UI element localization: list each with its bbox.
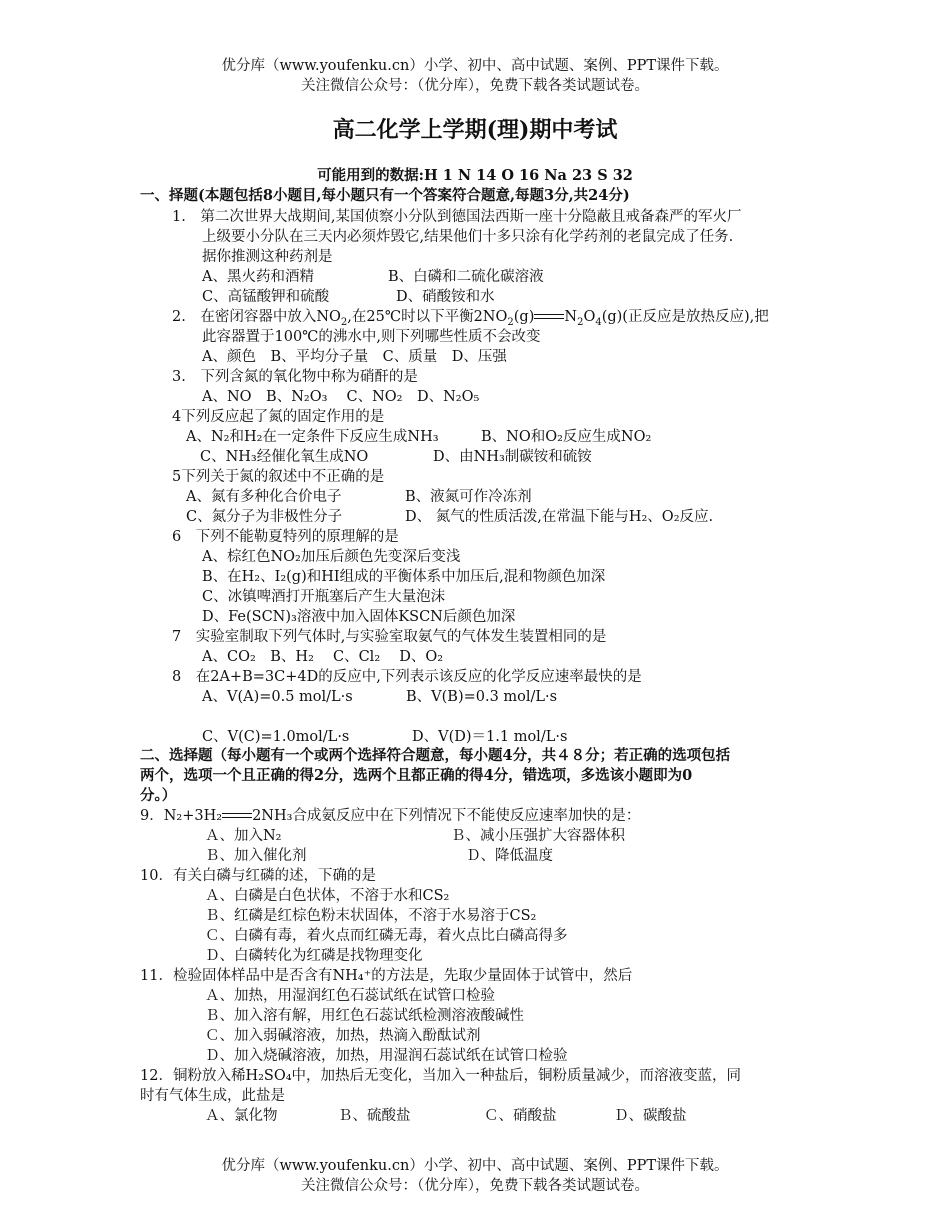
- page-header-line-1: 优分库（www.youfenku.cn）小学、初中、高中试题、案例、PPT课件下载。: [221, 58, 729, 74]
- q1-line-2: 上级要小分队在三天内必须炸毁它,结果他们十多只涂有化学药剂的老鼠完成了任务.: [202, 229, 734, 245]
- q6-option-b: B、在H₂、I₂(g)和HI组成的平衡体系中加压后,混和物颜色加深: [202, 569, 606, 585]
- q3-options: A、NO B、N₂O₃ C、NO₂ D、N₂O₅: [202, 389, 480, 405]
- q11-option-b: Ｂ、加入溶有解，用红色石蕊试纸检测溶液酸碱性: [205, 1008, 524, 1024]
- q1-option-a: A、黑火药和酒精: [202, 269, 314, 285]
- section-2-heading-3: 分。）: [140, 787, 177, 804]
- q7-stem: 7 实验室制取下列气体时,与实验室取氨气的气体发生装置相同的是: [172, 629, 607, 645]
- page-footer-line-2: 关注微信公众号：（优分库），免费下载各类试题试卷。: [301, 1178, 649, 1194]
- q1-option-b: B、白磷和二硫化碳溶液: [388, 269, 544, 285]
- q7-options: A、CO₂ B、H₂ C、Cl₂ D、O₂: [202, 649, 444, 665]
- page-title: 高二化学上学期(理)期中考试: [332, 117, 618, 143]
- q11-option-a: Ａ、加热，用湿润红色石蕊试纸在试管口检验: [205, 988, 495, 1004]
- q9-option-d: Ｄ、降低温度: [466, 848, 553, 864]
- q5-option-a: A、氮有多种化合价电子: [186, 489, 342, 505]
- q10-option-d: Ｄ、白磷转化为红磷是找物理变化: [205, 948, 423, 964]
- q6-option-d: D、Fe(SCN)₃溶液中加入固体KSCN后颜色加深: [202, 609, 516, 625]
- q2-options: A、颜色 B、平均分子量 C、质量 D、压强: [202, 349, 507, 365]
- q11-option-d: Ｄ、加入烧碱溶液，加热，用湿润石蕊试纸在试管口检验: [205, 1048, 568, 1064]
- q4-option-c: C、NH₃经催化氧生成NO: [200, 449, 369, 465]
- q12-line-2: 时有气体生成，此盐是: [140, 1088, 285, 1104]
- q6-stem: 6 下列不能勒夏特列的原理解的是: [172, 529, 399, 545]
- q5-option-b: B、液氮可作冷冻剂: [405, 489, 532, 505]
- atomic-masses: 可能用到的数据:H 1 N 14 O 16 Na 23 S 32: [317, 167, 633, 184]
- section-1-heading: 一、择题(本题包括8小题目,每小题只有一个答案符合题意,每题3分,共24分): [140, 187, 630, 204]
- q12-option-c: Ｃ、硝酸盐: [484, 1108, 557, 1124]
- q12-option-d: Ｄ、碳酸盐: [614, 1108, 687, 1124]
- q4-option-a: A、N₂和H₂在一定条件下反应生成NH₃: [186, 429, 439, 445]
- q2-line-1: 2. 在密闭容器中放入$NO_2$,在25℃时以下平衡$2NO_2(g)$ $N_2O_4(g)$(正反应是放热反应),把: [172, 309, 769, 328]
- q4-option-d: D、由NH₃制碳铵和硫铵: [433, 449, 592, 465]
- q11-stem: 11．检验固体样品中是否含有NH₄⁺的方法是，先取少量固体于试管中，然后: [140, 968, 633, 984]
- q5-stem: 5下列关于氮的叙述中不正确的是: [172, 469, 385, 485]
- section-2-heading-1: 二、选择题（每小题有一个或两个选择符合题意，每小题4分，共４８分；若正确的选项包括: [140, 747, 731, 764]
- q10-stem: 10．有关白磷与红磷的述，下确的是: [140, 868, 376, 884]
- page-header-line-2: 关注微信公众号：（优分库），免费下载各类试题试卷。: [301, 78, 649, 94]
- section-2-heading-2: 两个，选项一个且正确的得2分，选两个且都正确的得4分，错选项，多选该小题即为0: [140, 767, 693, 784]
- q10-option-b: Ｂ、红磷是红棕色粉末状固体，不溶于水易溶于CS₂: [205, 908, 537, 924]
- q1-line-1: 1. 第二次世界大战期间,某国侦察小分队到德国法西斯一座十分隐蔽且戒备森严的军火厂: [172, 209, 742, 225]
- q8-option-a: A、V(A)=0.5 mol/L·s: [202, 689, 353, 705]
- equilibrium-arrow-icon: [222, 811, 252, 821]
- q8-option-d: D、V(D)＝1.1 mol/L·s: [412, 729, 568, 745]
- q9-stem: 9．N₂+3H₂ 2NH₃合成氨反应中在下列情况下不能使反应速率加快的是：: [140, 808, 641, 824]
- q9-option-c: Ｂ、加入催化剂: [205, 848, 307, 864]
- q9-option-a: Ａ、加入N₂: [205, 828, 282, 844]
- q3-stem: 3. 下列含氮的氧化物中称为硝酐的是: [172, 369, 418, 385]
- q1-option-d: D、硝酸铵和水: [396, 289, 495, 305]
- q6-option-c: C、冰镇啤酒打开瓶塞后产生大量泡沫: [202, 589, 446, 605]
- q12-option-a: Ａ、氯化物: [205, 1108, 278, 1124]
- q11-option-c: Ｃ、加入弱碱溶液，加热，热滴入酚酞试剂: [205, 1028, 481, 1044]
- equilibrium-arrow-icon: [534, 312, 564, 322]
- q4-option-b: B、NO和O₂反应生成NO₂: [481, 429, 652, 445]
- q1-option-c: C、高锰酸钾和硫酸: [202, 289, 330, 305]
- q1-line-3: 据你推测这种药剂是: [202, 249, 333, 265]
- q8-option-c: C、V(C)=1.0mol/L·s: [202, 729, 350, 745]
- page-footer-line-1: 优分库（www.youfenku.cn）小学、初中、高中试题、案例、PPT课件下载。: [221, 1158, 729, 1174]
- q2-line-2: 此容器置于100℃的沸水中,则下列哪些性质不会改变: [202, 329, 541, 345]
- q5-option-d: D、 氮气的性质活泼,在常温下能与H₂、O₂反应.: [405, 509, 714, 525]
- q10-option-c: Ｃ、白磷有毒，着火点而红磷无毒，着火点比白磷高得多: [205, 928, 568, 944]
- q10-option-a: Ａ、白磷是白色状体，不溶于水和CS₂: [205, 888, 450, 904]
- q6-option-a: A、棕红色NO₂加压后颜色先变深后变浅: [202, 549, 461, 565]
- q5-option-c: C、氮分子为非极性分子: [186, 509, 343, 525]
- q4-stem: 4下列反应起了氮的固定作用的是: [172, 409, 385, 425]
- q8-stem: 8 在2A+B=3C+4D的反应中,下列表示该反应的化学反应速率最快的是: [172, 669, 642, 685]
- q12-line-1: 12．铜粉放入稀H₂SO₄中，加热后无变化，当加入一种盐后，铜粉质量减少，而溶液变蓝，同: [140, 1068, 742, 1084]
- q12-option-b: Ｂ、硫酸盐: [338, 1108, 411, 1124]
- q9-option-b: Ｂ、减小压强扩大容器体积: [451, 828, 625, 844]
- q8-option-b: B、V(B)=0.3 mol/L·s: [406, 689, 558, 705]
